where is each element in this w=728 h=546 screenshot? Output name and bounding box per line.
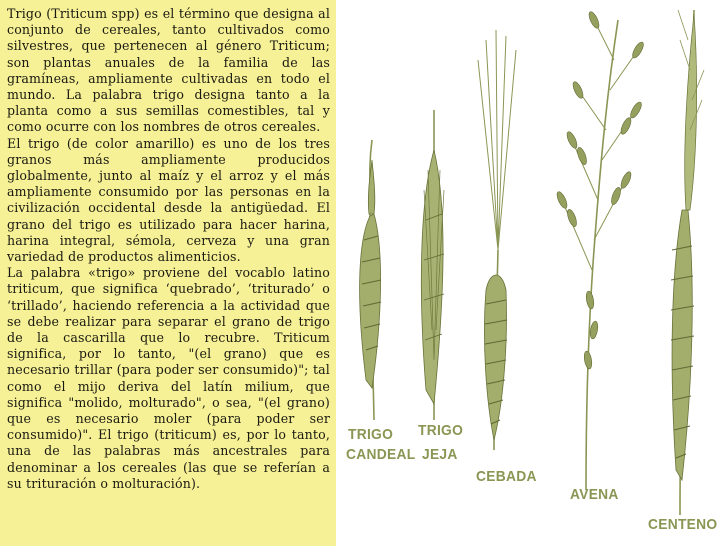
centeno-spike <box>671 10 704 515</box>
trigo-jeja-spike <box>421 110 444 420</box>
avena-panicle <box>555 10 646 490</box>
label-cebada: CEBADA <box>476 468 537 485</box>
cereal-drawings <box>336 0 728 546</box>
cereal-illustration <box>336 0 728 546</box>
label-trigo-jeja-line1: TRIGO <box>418 422 464 439</box>
trigo-candeal-spike <box>360 140 381 420</box>
label-trigo-candeal-line1: TRIGO <box>348 426 394 443</box>
label-centeno: CENTENO <box>648 516 718 533</box>
label-trigo-jeja-line2: JEJA <box>422 446 458 463</box>
label-avena: AVENA <box>570 486 619 503</box>
paragraph-definition: Trigo (Triticum spp) es el término que designa al conjunto de cereales, tanto cultivados como silvestres, que pertenecen al género Triticum; son plantas anuales de la familia de las gramíneas, ampliamente cultivadas en todo el mundo. La palabra trigo designa tanto a la planta como a sus semillas comestibles, tal y como ocurre con los nombres de otros cereales. <box>7 6 330 135</box>
label-trigo-candeal-line2: CANDEAL <box>346 446 416 463</box>
paragraph-etymology: La palabra «trigo» proviene del vocablo latino triticum, que significa ‘quebrado’, ‘triturado’ o ‘trillado’, haciendo referencia a la actividad que se debe realizar para separar el grano de trigo de la cascarilla que lo recubre. Triticum significa, por lo tanto, "(el grano) que es necesario trillar (para poder ser consumido)"; tal como el mijo deriva del latín milium, que significa "molido, molturado", o sea, "(el grano) que es necesario moler (para poder ser consumido)". El trigo (triticum) es, por lo tanto, una de las palabras más ancestrales para denominar a los cereales (las que se referían a su trituración o molturación). <box>7 265 330 491</box>
description-text-panel <box>0 0 336 546</box>
paragraph-production: El trigo (de color amarillo) es uno de los tres granos más ampliamente producidos globalmente, junto al maíz y el arroz y el más ampliamente consumido por las personas en la civilización occidental desde la antigüedad. El grano del trigo es utilizado para hacer harina, harina integral, sémola, cerveza y una gran variedad de productos alimenticios. <box>7 135 330 265</box>
cebada-spike <box>478 30 516 450</box>
